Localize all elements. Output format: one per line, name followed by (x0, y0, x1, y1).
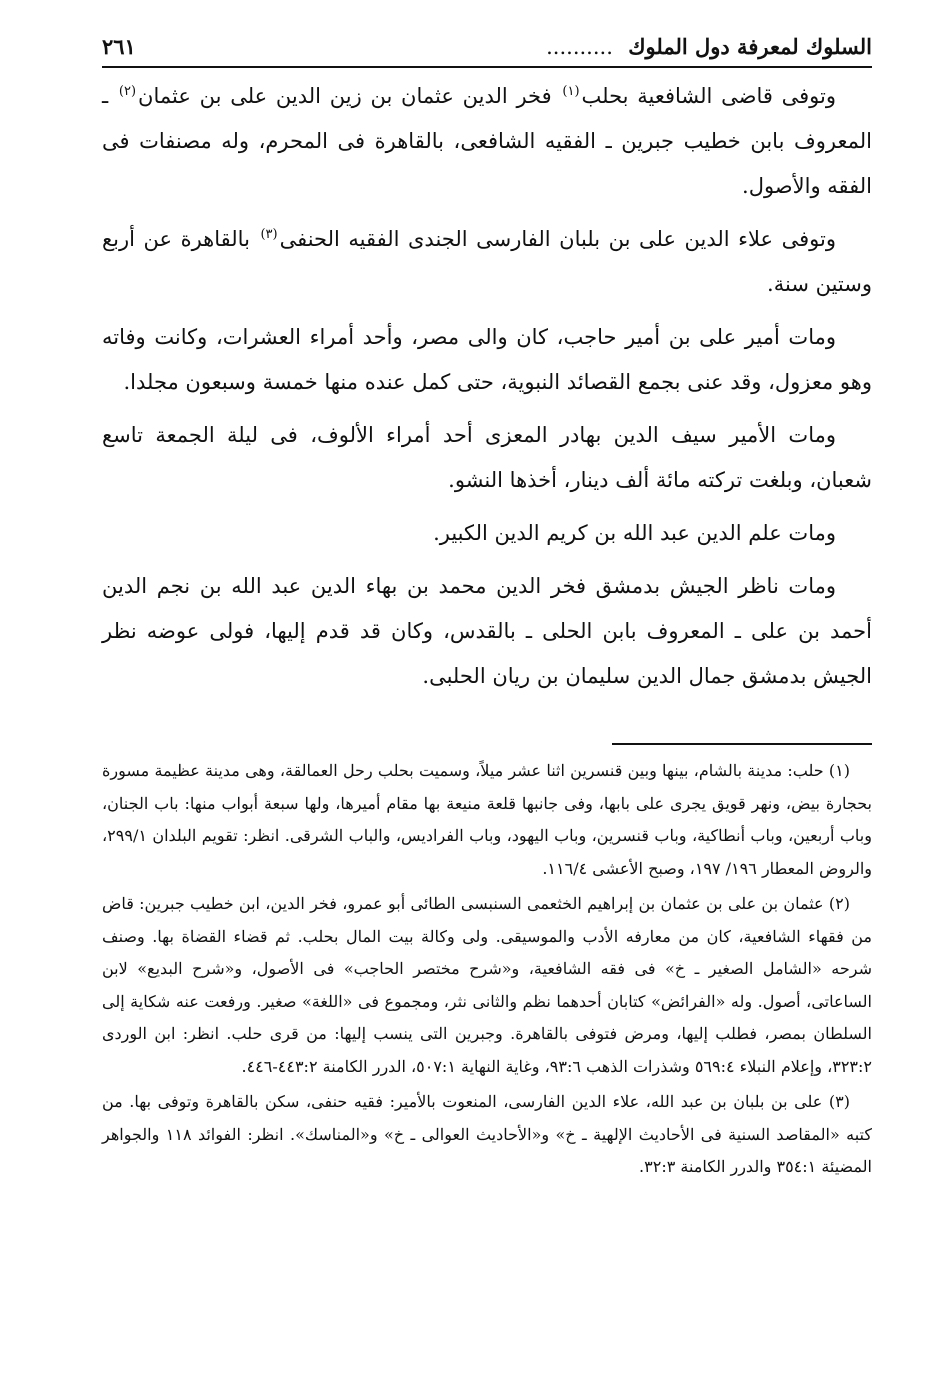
paragraph-1-part-c: ـ المعروف بابن خطيب جبرين ـ الفقيه الشافعى، بالقاهرة فى المحرم، وله مصنفات فى الفقه والأصول. (102, 84, 872, 198)
paragraph-4: ومات الأمير سيف الدين بهادر المعزى أحد أمراء الألوف، فى ليلة الجمعة تاسع شعبان، وبلغت تركته مائة ألف دينار، أخذها النشو. (102, 423, 872, 492)
paragraph-1-part-b: فخر الدين عثمان بن زين الدين على بن عثمان (138, 84, 561, 108)
footnote-ref-1[interactable]: (١) (562, 84, 580, 99)
book-title: السلوك لمعرفة دول الملوك (628, 34, 872, 59)
paragraph-3: ومات أمير على بن أمير حاجب، كان والى مصر، وأحد أمراء العشرات، وكانت وفاته وهو معزول، وقد عنى بجمع القصائد النبوية، حتى كمل عنده منها خمسة وسبعون مجلدا. (102, 325, 872, 394)
header-leader-dots: .......... (546, 35, 613, 59)
paragraph-2-part-b: بالقاهرة عن أربع وستين سنة. (102, 227, 872, 296)
paragraph-5: ومات علم الدين عبد الله بن كريم الدين الكبير. (433, 521, 836, 545)
footnote-3: (٣) على بن بلبان بن عبد الله، علاء الدين الفارسى، المنعوت بالأمير: فقيه حنفى، سكن بالقاهرة وتوفى بها. من كتبه «المقاصد السنية فى الأحاديث الإلهية ـ خ» و«الأحاديث العوالى ـ خ» و«المناسك». انظر: الفوائد ١١٨ والجواهر المضيئة ٣٥٤:١ والدرر الكامنة ٣٢:٣. (102, 1092, 872, 1176)
footnotes (102, 755, 872, 1184)
paragraph-2-part-a: وتوفى علاء الدين على بن بلبان الفارسى الجندى الفقيه الحنفى (279, 227, 836, 251)
running-header-title-group (546, 30, 872, 64)
main-text (102, 74, 872, 699)
page-number: ٢٦١ (102, 34, 136, 59)
running-header (102, 30, 872, 68)
footnote-ref-2[interactable]: (٢) (118, 84, 137, 99)
footnote-ref-3[interactable]: (٣) (260, 227, 278, 242)
footnote-2: (٢) عثمان بن على بن عثمان بن إبراهيم الخثعمى السنبسى الطائى أبو عمرو، فخر الدين، ابن خطيب جبرين: قاض من فقهاء الشافعية، كان من معارفه الأدب والموسيقى. ولى وكالة بيت المال بحلب. ثم قضاء القضاة بها. وصنف شرحه «الشامل الصغير ـ خ» فى فقه الشافعية، و«شرح مختصر الحاجب» فى الأصول، و«شرح البديع» لابن الساعاتى، أصول. وله «الفرائض» كتابان أحدهما نظم والثانى نثر، ومجموع فى «اللغة» صغير. ورفعت عنه شكاية إلى السلطان بمصر، فطلب إليها، ومرض فتوفى بالقاهرة. وجبرين التى ينسب إليها: من قرى حلب. انظر: ابن الوردى ٣٢٣:٢، وإعلام النبلاء ٥٦٩:٤ وشذرات الذهب ٩٣:٦، وغاية النهاية ٥٠٧:١، الدرر الكامنة ٤٤٣:٢-٤٤٦. (102, 894, 873, 1076)
paragraph-2 (102, 217, 872, 307)
footnote-separator (612, 743, 872, 745)
book-page (102, 30, 872, 1187)
footnote-1: (١) حلب: مدينة بالشام، بينها وبين قنسرين اثنا عشر ميلاً، وسميت بحلب رحل العمالقة، وهى مدينة عظيمة مسورة بحجارة بيض، ونهر قويق يجرى على بابها، وفى جانبها قلعة منيعة بها مقام أميرها، ولها سبعة أبواب منها: باب الجنان، وباب أربعين، وباب أنطاكية، وباب قنسرين، وباب اليهود، وباب الفراديس، والباب الشرقى. انظر: تقويم البلدان ٢٩٩/١، والروض المعطار ١٩٦/ ١٩٧، وصبح الأعشى ١١٦/٤. (102, 761, 872, 878)
paragraph-6: ومات ناظر الجيش بدمشق فخر الدين محمد بن بهاء الدين عبد الله بن نجم الدين أحمد بن على ـ المعروف بابن الحلى ـ بالقدس، وكان قد قدم إليها، فولى عوضه نظر الجيش بدمشق جمال الدين سليمان بن ريان الحلبى. (102, 574, 872, 688)
paragraph-1-part-a: وتوفى قاضى الشافعية بحلب (581, 84, 836, 108)
paragraph-1 (102, 74, 872, 209)
